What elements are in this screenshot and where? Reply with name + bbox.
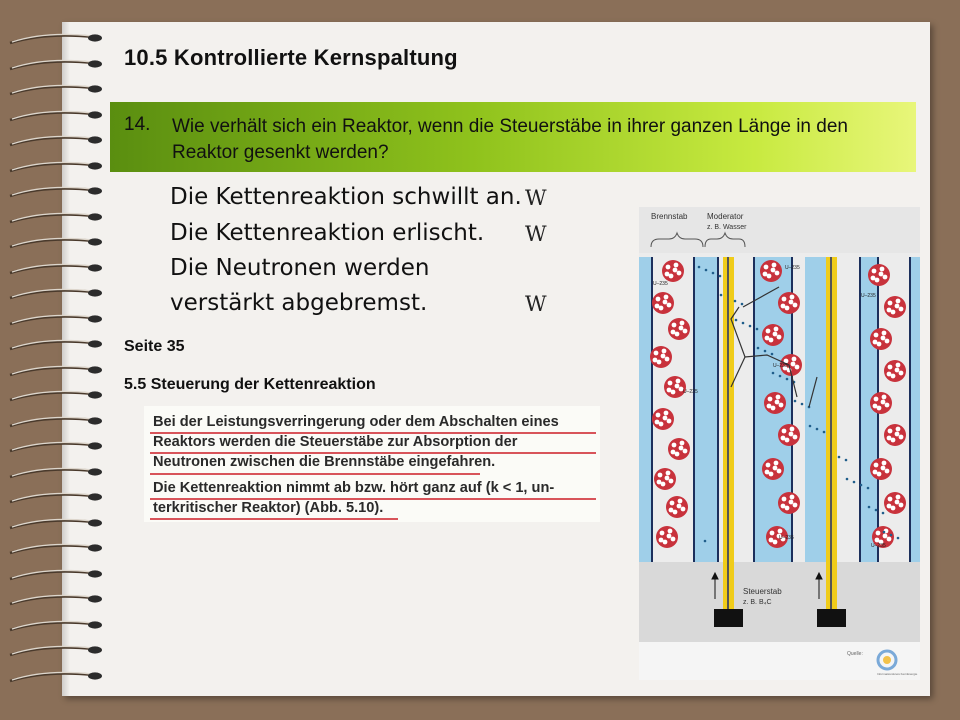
nucleus-neutron <box>895 500 900 505</box>
spiral-ring <box>6 32 102 46</box>
answer-mark-4: W <box>525 292 547 316</box>
nucleus-neutron <box>764 265 769 270</box>
nucleus-neutron <box>887 308 892 313</box>
answer-line-4: verstärkt abgebremst. <box>170 290 428 316</box>
uranium-nucleus-icon <box>668 318 690 340</box>
uranium-nucleus-icon <box>778 424 800 446</box>
page-reference: Seite 35 <box>124 338 185 355</box>
nucleus-neutron <box>792 357 797 362</box>
excerpt-underline-3 <box>150 473 480 475</box>
source-logo-text: Informationskreis KernEnergie <box>877 672 918 676</box>
spiral-ring <box>6 542 102 556</box>
nucleus-label-f: U–235 <box>779 535 794 541</box>
spiral-ring <box>6 236 102 250</box>
nucleus-neutron <box>657 480 662 485</box>
nucleus-neutron <box>881 400 886 405</box>
nucleus-neutron <box>671 537 676 542</box>
nucleus-neutron <box>666 471 671 476</box>
nucleus-neutron <box>789 432 794 437</box>
nucleus-neutron <box>765 470 770 475</box>
uranium-nucleus-icon <box>652 408 674 430</box>
nucleus-neutron <box>680 321 685 326</box>
nucleus-neutron <box>873 470 878 475</box>
moderator-molecule <box>705 269 708 272</box>
nucleus-neutron <box>659 538 664 543</box>
nucleus-neutron <box>675 384 680 389</box>
nucleus-label-e: U–235 <box>861 293 876 299</box>
nucleus-neutron <box>771 268 776 273</box>
nucleus-neutron <box>664 411 669 416</box>
nucleus-neutron <box>879 272 884 277</box>
moderator-molecule <box>749 325 752 328</box>
moderator-channel <box>805 257 827 562</box>
nucleus-neutron <box>775 400 780 405</box>
nucleus-neutron <box>896 427 901 432</box>
excerpt-line-5: terkritischer Reaktor) (Abb. 5.10). <box>153 500 384 516</box>
nucleus-neutron <box>875 538 880 543</box>
spiral-ring <box>6 83 102 97</box>
nucleus-neutron <box>779 403 784 408</box>
spiral-ring <box>6 491 102 505</box>
nucleus-neutron <box>896 299 901 304</box>
nucleus-neutron <box>663 416 668 421</box>
nucleus-neutron <box>765 336 770 341</box>
nucleus-neutron <box>775 271 780 276</box>
nucleus-label-c: U–235 <box>653 281 668 287</box>
nucleus-neutron <box>673 268 678 273</box>
nucleus-neutron <box>774 461 779 466</box>
uranium-nucleus-icon <box>760 260 782 282</box>
nucleus-neutron <box>888 497 893 502</box>
uranium-nucleus-icon <box>650 346 672 368</box>
reactor-diagram <box>639 207 920 680</box>
nucleus-neutron <box>778 529 783 534</box>
nucleus-neutron <box>782 297 787 302</box>
nucleus-neutron <box>669 479 674 484</box>
nucleus-neutron <box>895 304 900 309</box>
textbook-excerpt <box>144 406 600 522</box>
moderator-molecule <box>838 456 841 459</box>
nucleus-neutron <box>782 429 787 434</box>
nucleus-neutron <box>887 372 892 377</box>
moderator-molecule <box>786 378 789 381</box>
uranium-nucleus-icon <box>666 496 688 518</box>
spiral-ring <box>6 262 102 276</box>
spiral-ring <box>6 517 102 531</box>
spiral-ring <box>6 466 102 480</box>
spiral-ring <box>6 287 102 301</box>
spiral-ring <box>6 619 102 633</box>
moderator-channel <box>695 257 719 562</box>
uranium-nucleus-icon <box>762 458 784 480</box>
excerpt-line-4: Die Kettenreaktion nimmt ab bzw. hört ganz auf (k < 1, un- <box>153 480 555 496</box>
answer-line-1: Die Kettenreaktion schwillt an. <box>170 184 522 210</box>
section-reference: 5.5 Steuerung der Kettenreaktion <box>124 376 376 393</box>
fuel-rod-wall <box>693 257 695 562</box>
nucleus-neutron <box>672 443 677 448</box>
nucleus-neutron <box>661 354 666 359</box>
nucleus-neutron <box>667 303 672 308</box>
moderator-molecule <box>742 322 745 325</box>
moderator-molecule <box>882 512 885 515</box>
excerpt-underline-4 <box>150 498 596 500</box>
nucleus-neutron <box>874 397 879 402</box>
moderator-molecule <box>845 459 848 462</box>
nucleus-neutron <box>880 267 885 272</box>
nucleus-neutron <box>790 295 795 300</box>
nucleus-neutron <box>767 404 772 409</box>
nucleus-neutron <box>676 379 681 384</box>
nucleus-neutron <box>882 461 887 466</box>
spiral-ring <box>6 568 102 582</box>
moderator-molecule <box>772 372 775 375</box>
nucleus-neutron <box>887 537 892 542</box>
nucleus-neutron <box>677 271 682 276</box>
nucleus-neutron <box>668 381 673 386</box>
nucleus-neutron <box>667 388 672 393</box>
nucleus-neutron <box>791 362 796 367</box>
uranium-nucleus-icon <box>884 296 906 318</box>
excerpt-line-2: Reaktors werden die Steuerstäbe zur Absorption der <box>153 434 518 450</box>
nucleus-neutron <box>666 265 671 270</box>
nucleus-neutron <box>672 323 677 328</box>
uranium-nucleus-icon <box>762 324 784 346</box>
fuel-rod-wall <box>909 257 911 562</box>
moderator-channel <box>911 257 920 562</box>
nucleus-neutron <box>769 538 774 543</box>
nucleus-neutron <box>782 497 787 502</box>
answer-line-3: Die Neutronen werden <box>170 255 430 281</box>
answer-line-2: Die Kettenreaktion erlischt. <box>170 220 485 246</box>
question-number: 14. <box>124 114 151 135</box>
answer-mark-2: W <box>525 222 547 246</box>
nucleus-neutron <box>781 504 786 509</box>
moderator-molecule <box>794 400 797 403</box>
spiral-ring <box>6 338 102 352</box>
nucleus-neutron <box>655 304 660 309</box>
nucleus-neutron <box>793 503 798 508</box>
uranium-nucleus-icon <box>652 292 674 314</box>
label-moderator-sub: z. B. Wasser <box>707 224 747 231</box>
spiral-ring <box>6 644 102 658</box>
uranium-nucleus-icon <box>870 392 892 414</box>
nucleus-neutron <box>770 531 775 536</box>
nucleus-neutron <box>777 469 782 474</box>
moderator-channel <box>639 257 651 562</box>
nucleus-neutron <box>883 534 888 539</box>
spiral-ring <box>6 670 102 684</box>
nucleus-neutron <box>789 300 794 305</box>
uranium-nucleus-icon <box>662 260 684 282</box>
nucleus-label-b: U–235 <box>773 363 788 369</box>
nucleus-neutron <box>793 303 798 308</box>
nucleus-neutron <box>663 300 668 305</box>
nucleus-neutron <box>883 275 888 280</box>
spiral-ring <box>6 364 102 378</box>
moderator-molecule <box>712 272 715 275</box>
question-text: Wie verhält sich ein Reaktor, wenn die Steuerstäbe in ihrer ganzen Länge in den Reaktor gesenkt werden? <box>172 116 848 163</box>
moderator-molecule <box>883 531 886 534</box>
nucleus-neutron <box>871 276 876 281</box>
moderator-molecule <box>771 353 774 356</box>
nucleus-neutron <box>885 403 890 408</box>
nucleus-neutron <box>766 463 771 468</box>
uranium-nucleus-icon <box>884 360 906 382</box>
nucleus-neutron <box>789 500 794 505</box>
nucleus-neutron <box>658 473 663 478</box>
moderator-molecule <box>860 484 863 487</box>
diagram-lower-area <box>639 562 920 642</box>
spiral-ring <box>6 415 102 429</box>
source-logo-core <box>883 656 891 664</box>
uranium-nucleus-icon <box>870 328 892 350</box>
moderator-molecule <box>764 350 767 353</box>
control-rod-core <box>727 257 729 627</box>
moderator-molecule <box>756 328 759 331</box>
nucleus-neutron <box>664 295 669 300</box>
excerpt-underline-2 <box>150 452 596 454</box>
nucleus-neutron <box>670 501 675 506</box>
moderator-molecule <box>823 431 826 434</box>
nucleus-neutron <box>766 329 771 334</box>
moderator-molecule <box>897 537 900 540</box>
moderator-molecule <box>890 534 893 537</box>
nucleus-neutron <box>679 446 684 451</box>
fuel-rod-wall <box>753 257 755 562</box>
nucleus-neutron <box>667 419 672 424</box>
moderator-molecule <box>757 347 760 350</box>
nucleus-neutron <box>881 466 886 471</box>
nucleus-neutron <box>683 449 688 454</box>
nucleus-neutron <box>653 358 658 363</box>
nucleus-neutron <box>882 331 887 336</box>
nucleus-neutron <box>654 351 659 356</box>
nucleus-neutron <box>680 441 685 446</box>
nucleus-neutron <box>876 531 881 536</box>
nucleus-neutron <box>882 395 887 400</box>
nucleus-neutron <box>885 339 890 344</box>
spiral-ring <box>6 58 102 72</box>
nucleus-neutron <box>899 435 904 440</box>
nucleus-neutron <box>671 330 676 335</box>
nucleus-neutron <box>896 495 901 500</box>
spiral-ring <box>6 593 102 607</box>
spiral-ring <box>6 440 102 454</box>
uranium-nucleus-icon <box>778 492 800 514</box>
nucleus-neutron <box>665 272 670 277</box>
nucleus-neutron <box>899 371 904 376</box>
nucleus-neutron <box>683 329 688 334</box>
nucleus-neutron <box>669 508 674 513</box>
nucleus-neutron <box>896 363 901 368</box>
nucleus-neutron <box>773 332 778 337</box>
nucleus-neutron <box>660 531 665 536</box>
nucleus-neutron <box>887 504 892 509</box>
uranium-nucleus-icon <box>778 292 800 314</box>
uranium-nucleus-icon <box>868 264 890 286</box>
nucleus-label-a: U–235 <box>785 265 800 271</box>
spiral-ring <box>6 313 102 327</box>
excerpt-line-3: Neutronen zwischen die Brennstäbe eingefahren. <box>153 454 496 470</box>
nucleus-neutron <box>895 432 900 437</box>
uranium-nucleus-icon <box>656 526 678 548</box>
uranium-nucleus-icon <box>870 458 892 480</box>
nucleus-neutron <box>795 365 800 370</box>
nucleus-neutron <box>790 495 795 500</box>
nucleus-neutron <box>773 466 778 471</box>
nucleus-neutron <box>888 429 893 434</box>
moderator-molecule <box>720 294 723 297</box>
nucleus-neutron <box>872 269 877 274</box>
nucleus-neutron <box>781 436 786 441</box>
moderator-molecule <box>867 487 870 490</box>
moderator-molecule <box>801 403 804 406</box>
uranium-nucleus-icon <box>884 492 906 514</box>
nucleus-neutron <box>678 499 683 504</box>
spiral-ring <box>6 185 102 199</box>
control-rod-core <box>830 257 832 627</box>
nucleus-neutron <box>763 272 768 277</box>
nucleus-neutron <box>899 503 904 508</box>
source-label: Quelle: <box>847 651 863 657</box>
answer-mark-1: W <box>525 186 547 210</box>
nucleus-neutron <box>777 335 782 340</box>
nucleus-label-g: U–235 <box>871 543 886 549</box>
nucleus-neutron <box>681 507 686 512</box>
nucleus-neutron <box>888 301 893 306</box>
fuel-rod-wall <box>717 257 719 562</box>
nucleus-neutron <box>655 420 660 425</box>
nucleus-neutron <box>662 349 667 354</box>
uranium-nucleus-icon <box>884 424 906 446</box>
nucleus-neutron <box>887 436 892 441</box>
nucleus-label-d: U–235 <box>683 389 698 395</box>
moderator-molecule <box>734 300 737 303</box>
nucleus-neutron <box>674 263 679 268</box>
nucleus-neutron <box>667 534 672 539</box>
label-steuerstab: Steuerstab <box>743 587 782 596</box>
control-rod-drive <box>714 609 743 627</box>
nucleus-neutron <box>888 365 893 370</box>
spiral-ring <box>6 211 102 225</box>
excerpt-line-1: Bei der Leistungsverringerung oder dem Abschalten eines <box>153 414 559 430</box>
moderator-molecule <box>868 506 871 509</box>
nucleus-neutron <box>768 397 773 402</box>
spiral-ring <box>6 109 102 123</box>
moderator-molecule <box>704 540 707 543</box>
label-brennstab: Brennstab <box>651 212 688 221</box>
nucleus-neutron <box>781 304 786 309</box>
uranium-nucleus-icon <box>654 468 676 490</box>
nucleus-neutron <box>665 357 670 362</box>
nucleus-neutron <box>874 463 879 468</box>
nucleus-neutron <box>671 450 676 455</box>
uranium-nucleus-icon <box>764 392 786 414</box>
nucleus-neutron <box>774 327 779 332</box>
nucleus-neutron <box>881 336 886 341</box>
moderator-molecule <box>816 428 819 431</box>
spiral-ring <box>6 160 102 174</box>
excerpt-underline-1 <box>150 432 596 434</box>
nucleus-neutron <box>677 504 682 509</box>
excerpt-underline-5 <box>150 518 398 520</box>
moderator-molecule <box>741 303 744 306</box>
nucleus-neutron <box>895 368 900 373</box>
nucleus-neutron <box>656 297 661 302</box>
nucleus-neutron <box>899 307 904 312</box>
nucleus-neutron <box>885 469 890 474</box>
moderator-molecule <box>719 275 722 278</box>
slide-title: 10.5 Kontrollierte Kernspaltung <box>124 45 458 70</box>
moderator-molecule <box>853 481 856 484</box>
spiral-ring <box>6 389 102 403</box>
nucleus-neutron <box>790 427 795 432</box>
label-moderator: Moderator <box>707 212 744 221</box>
nucleus-neutron <box>679 326 684 331</box>
nucleus-neutron <box>873 404 878 409</box>
nucleus-neutron <box>874 333 879 338</box>
nucleus-neutron <box>668 529 673 534</box>
moderator-molecule <box>846 478 849 481</box>
nucleus-neutron <box>793 435 798 440</box>
label-steuerstab-sub: z. B. B₄C <box>743 599 772 606</box>
nucleus-neutron <box>665 476 670 481</box>
moderator-molecule <box>698 266 701 269</box>
control-rod-drive <box>817 609 846 627</box>
moderator-molecule <box>779 375 782 378</box>
spiral-ring <box>6 134 102 148</box>
moderator-molecule <box>735 319 738 322</box>
nucleus-neutron <box>772 263 777 268</box>
nucleus-neutron <box>656 413 661 418</box>
uranium-nucleus-icon <box>668 438 690 460</box>
nucleus-neutron <box>776 395 781 400</box>
moderator-molecule <box>809 425 812 428</box>
fuel-rod-wall <box>859 257 861 562</box>
nucleus-neutron <box>873 340 878 345</box>
moderator-molecule <box>875 509 878 512</box>
